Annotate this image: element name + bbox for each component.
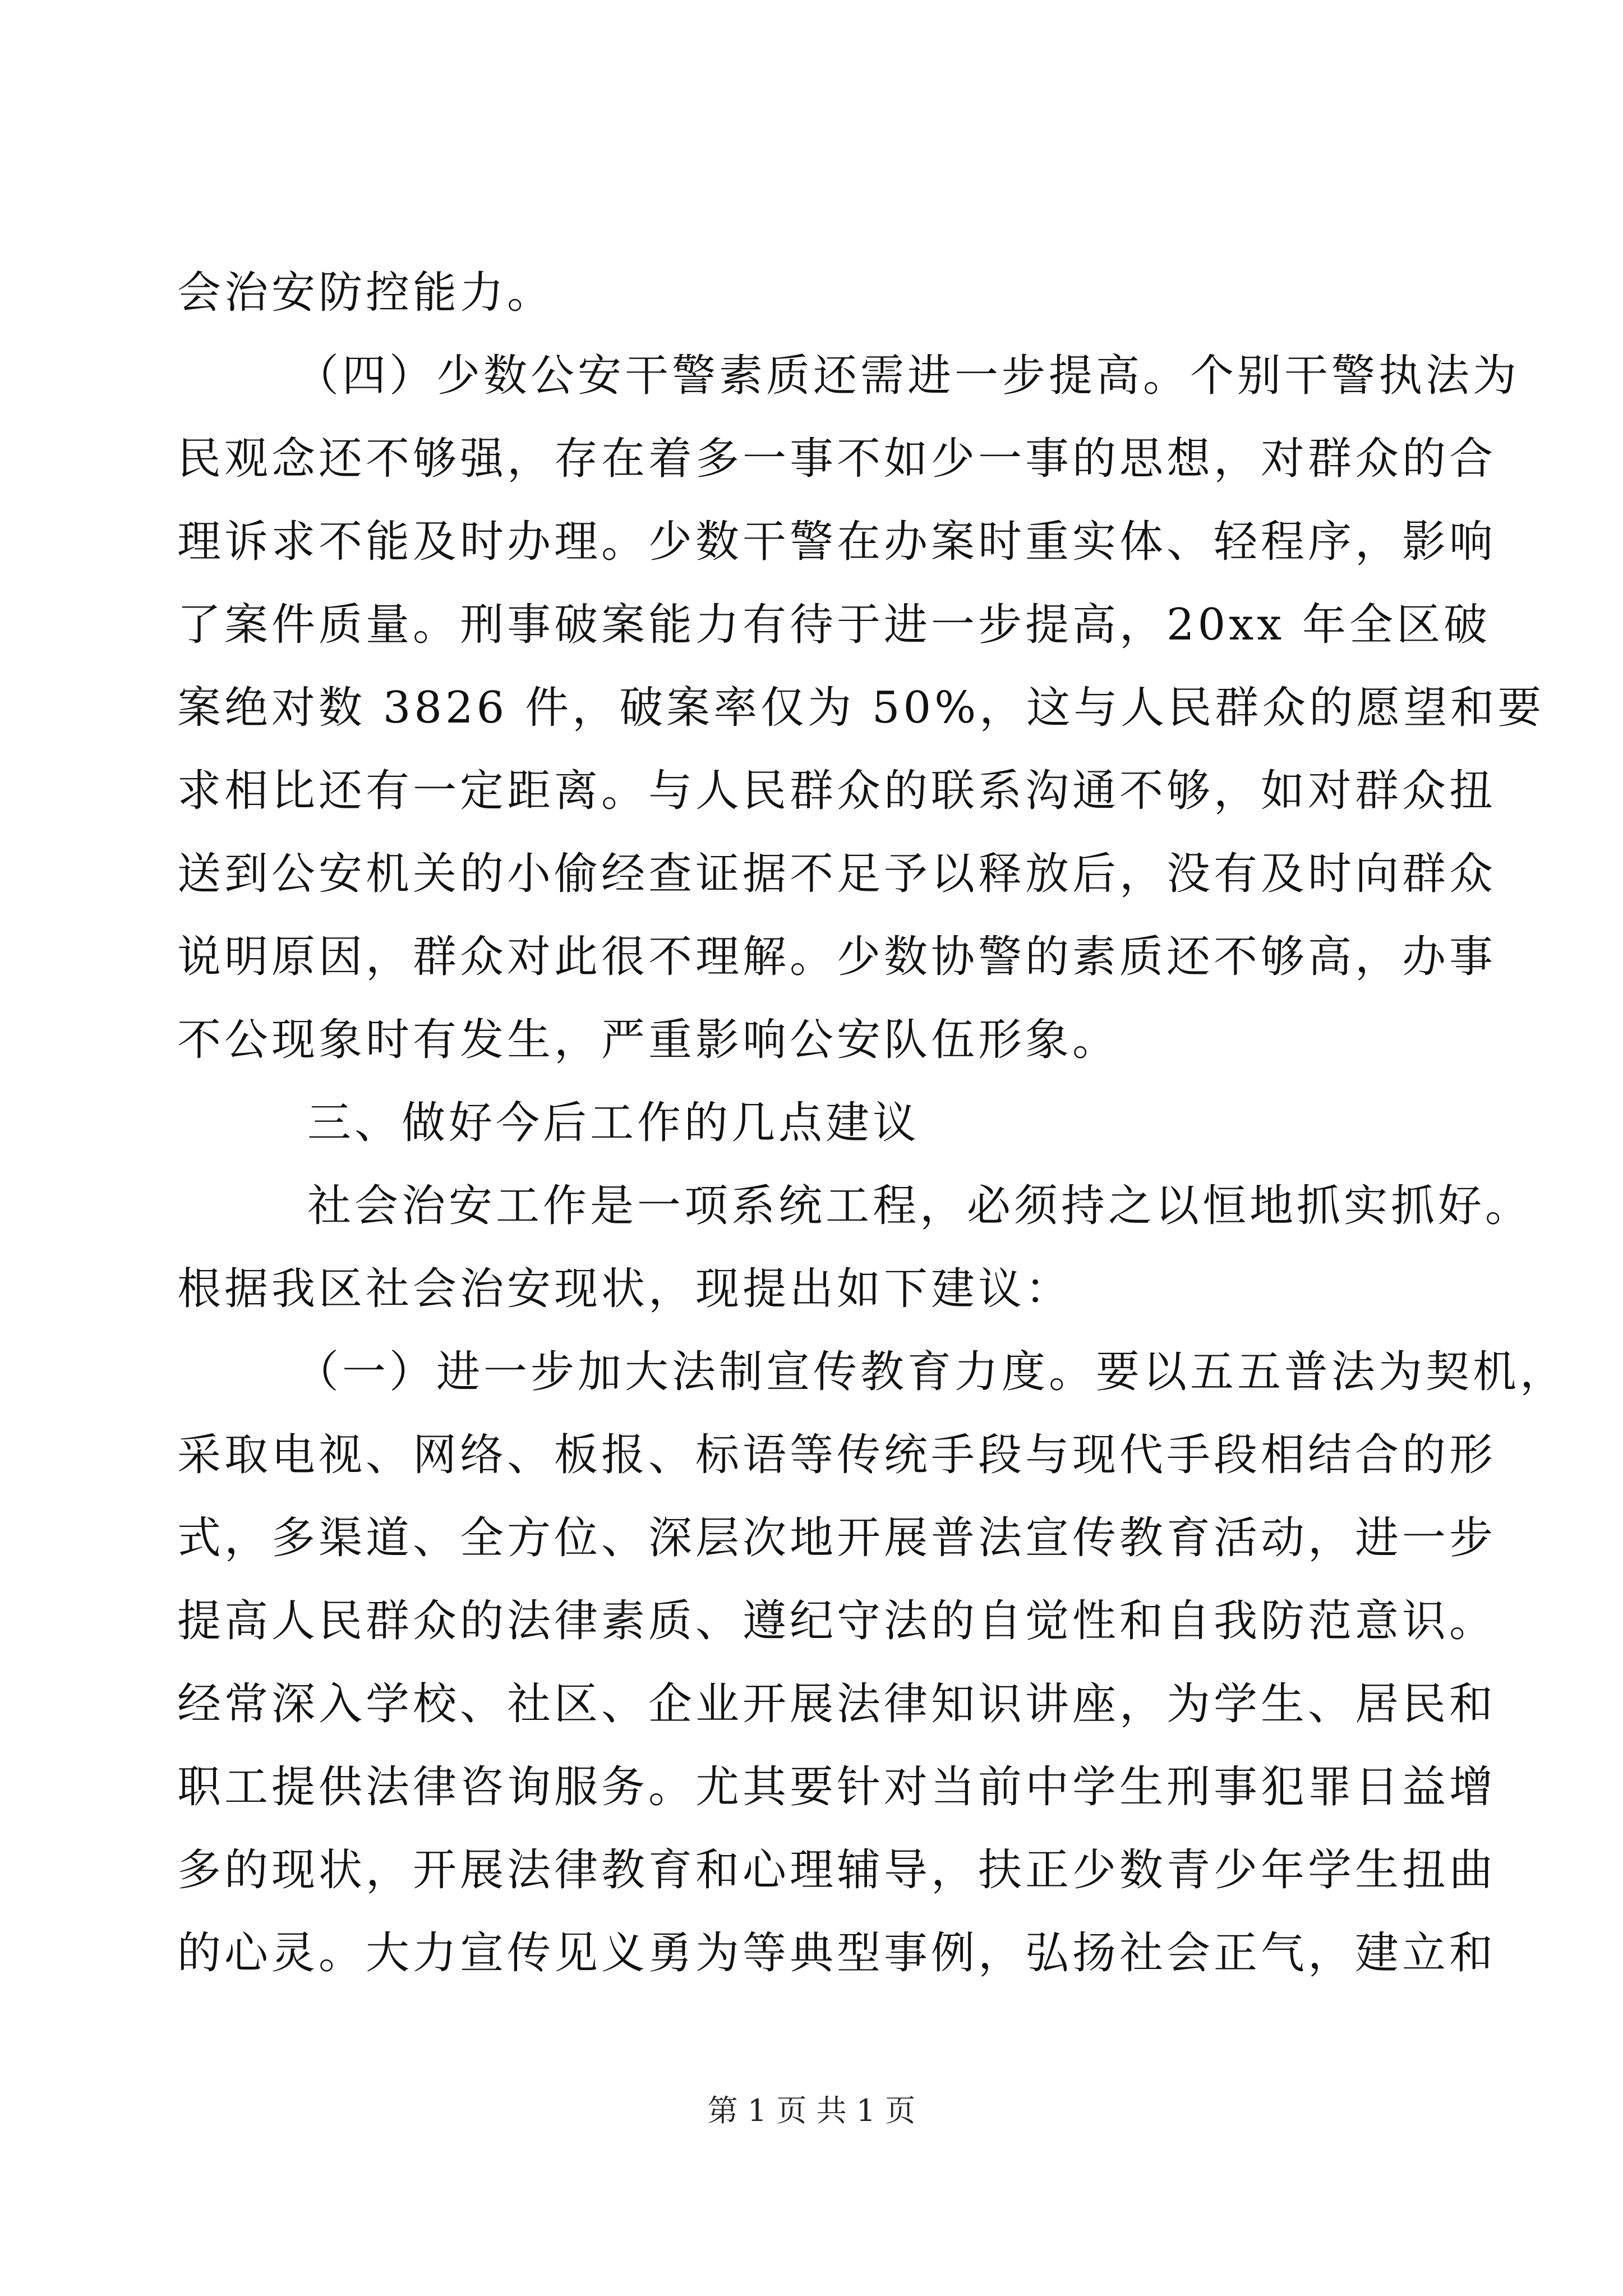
text-line: 式，多渠道、全方位、深层次地开展普法宣传教育活动，进一步 xyxy=(177,1513,1497,1563)
text-line: 求相比还有一定距离。与人民群众的联系沟通不够，如对群众扭 xyxy=(177,766,1497,816)
text-line: 案绝对数 3826 件，破案率仅为 50%，这与人民群众的愿望和要 xyxy=(177,683,1545,733)
text-line: 经常深入学校、社区、企业开展法律知识讲座，为学生、居民和 xyxy=(177,1679,1497,1729)
text-line: 提高人民群众的法律素质、遵纪守法的自觉性和自我防范意识。 xyxy=(177,1596,1497,1646)
text-line: 职工提供法律咨询服务。尤其要针对当前中学生刑事犯罪日益增 xyxy=(177,1762,1497,1812)
text-line: 送到公安机关的小偷经查证据不足予以释放后，没有及时向群众 xyxy=(177,849,1497,899)
text-line: 说明原因，群众对此很不理解。少数协警的素质还不够高，办事 xyxy=(177,932,1497,982)
text-line: 的心灵。大力宣传见义勇为等典型事例，弘扬社会正气，建立和 xyxy=(177,1928,1497,1978)
text-line: 会治安防控能力。 xyxy=(177,268,555,318)
text-line: 根据我区社会治安现状，现提出如下建议： xyxy=(177,1264,1073,1314)
section-heading: 三、做好今后工作的几点建议 xyxy=(307,1098,920,1148)
text-line: 了案件质量。刑事破案能力有待于进一步提高，20xx 年全区破 xyxy=(177,600,1491,650)
page-footer: 第 1 页 共 1 页 xyxy=(707,2093,916,2128)
text-line: 理诉求不能及时办理。少数干警在办案时重实体、轻程序，影响 xyxy=(177,517,1497,567)
text-line: 采取电视、网络、板报、标语等传统手段与现代手段相结合的形 xyxy=(177,1430,1497,1480)
text-line: 社会治安工作是一项系统工程，必须持之以恒地抓实抓好。 xyxy=(307,1181,1533,1231)
text-line: 多的现状，开展法律教育和心理辅导，扶正少数青少年学生扭曲 xyxy=(177,1845,1497,1895)
text-line: 民观念还不够强，存在着多一事不如少一事的思想，对群众的合 xyxy=(177,434,1497,484)
text-line: （四）少数公安干警素质还需进一步提高。个别干警执法为 xyxy=(295,351,1520,401)
text-line: （一）进一步加大法制宣传教育力度。要以五五普法为契机， xyxy=(295,1347,1567,1397)
text-line: 不公现象时有发生，严重影响公安队伍形象。 xyxy=(177,1015,1120,1065)
document-body xyxy=(177,251,1567,1995)
